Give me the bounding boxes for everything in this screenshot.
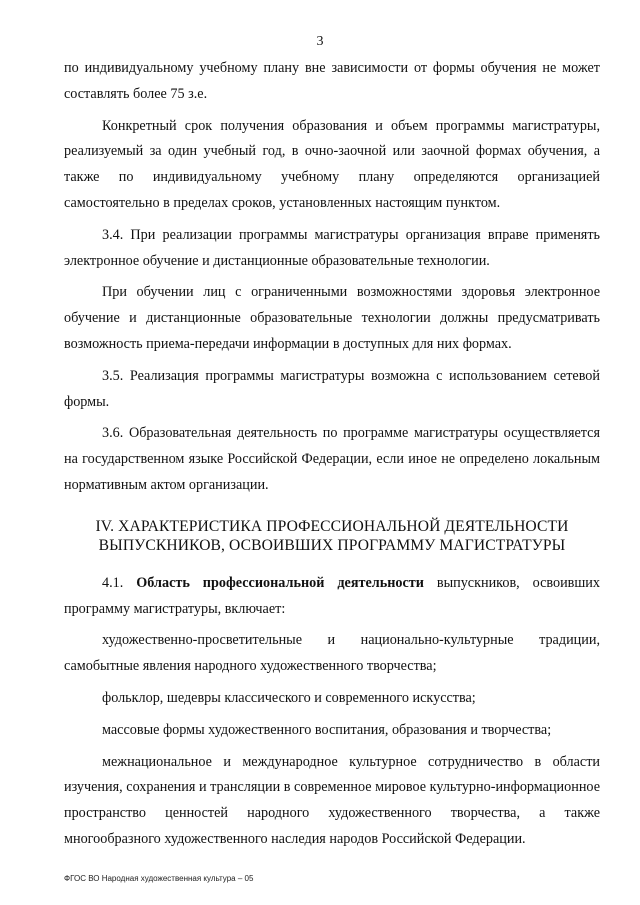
page-footer: ФГОС ВО Народная художественная культура – 05	[64, 874, 254, 883]
list-item: межнациональное и международное культурное сотрудничество в области изучения, сохранения и трансляции в современное мировое культурно-информационное пространство ценностей народного художественного творчества, а также многообразного художественного наследия народов Российской Федерации.	[64, 753, 600, 847]
list-item: художественно-просветительные и национально-культурные традиции, самобытные явления народного художественного творчества;	[64, 632, 600, 675]
paragraph-term-scope: Конкретный срок получения образования и объем программы магистратуры, реализуемый за один учебный год, в очно-заочной или заочной формах обучения, а также по индивидуальному учебному плану определяются организацией самостоятельно в пределах сроков, установленных настоящим пунктом.	[64, 117, 600, 211]
section-heading-line-1: IV. ХАРАКТЕРИСТИКА ПРОФЕССИОНАЛЬНОЙ ДЕЯТЕЛЬНОСТИ	[95, 517, 569, 535]
paragraph-continuation: по индивидуальному учебному плану вне зависимости от формы обучения не может составлять более 75 з.е.	[64, 60, 600, 102]
item-number: 4.1.	[102, 574, 124, 591]
paragraph-4-1	[64, 571, 600, 623]
paragraph-3-4: 3.4. При реализации программы магистратуры организация вправе применять электронное обучение и дистанционные образовательные технологии.	[64, 226, 600, 269]
list-item: фольклор, шедевры классического и современного искусства;	[102, 689, 476, 706]
section-heading	[64, 517, 600, 555]
paragraph-3-5: 3.5. Реализация программы магистратуры возможна с использованием сетевой формы.	[64, 367, 600, 410]
section-heading-line-2: ВЫПУСКНИКОВ, ОСВОИВШИХ ПРОГРАММУ МАГИСТРАТУРЫ	[98, 536, 566, 554]
paragraph-3-6: 3.6. Образовательная деятельность по программе магистратуры осуществляется на государственном языке Российской Федерации, если иное не определено локальным нормативным актом организации.	[64, 425, 600, 493]
item-rest: выпускников, освоивших программу магистратуры, включает:	[64, 574, 600, 617]
page-number: 3	[316, 34, 324, 49]
bold-term: Область профессиональной деятельности	[136, 574, 424, 591]
paragraph-disabilities: При обучении лиц с ограниченными возможностями здоровья электронное обучение и дистанционные образовательные технологии должны предусматривать возможность приема-передачи информации в доступных для них формах.	[64, 284, 600, 352]
page-body	[64, 56, 600, 853]
list-item: массовые формы художественного воспитания, образования и творчества;	[102, 721, 552, 738]
